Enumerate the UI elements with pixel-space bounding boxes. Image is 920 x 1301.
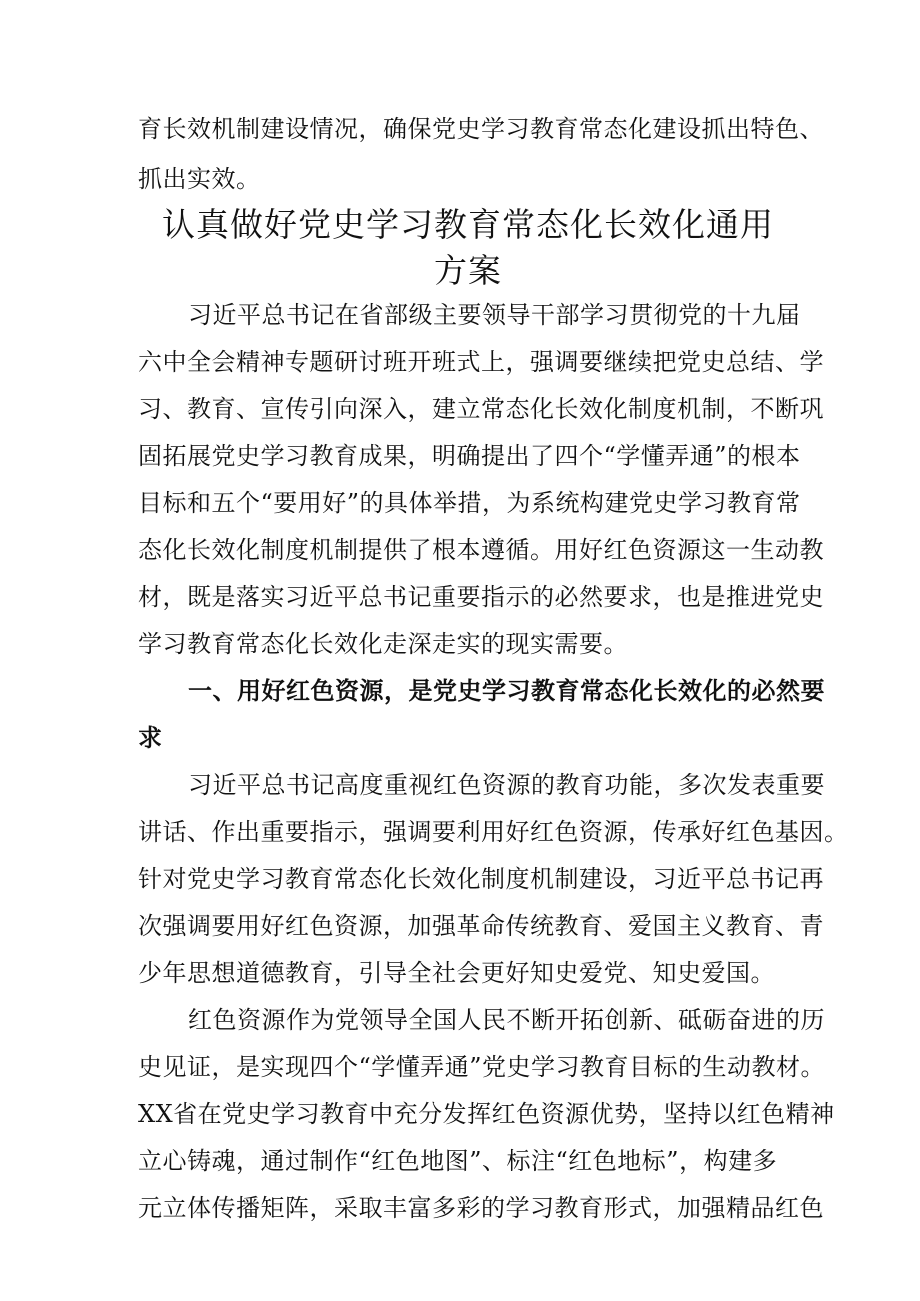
section-heading-line: 求	[138, 723, 163, 752]
paragraph-line: 红色资源作为党领导全国人民不断开拓创新、砥砺奋进的历	[188, 1006, 825, 1034]
paragraph-line: 六中全会精神专题研讨班开班式上，强调要继续把党史总结、学	[138, 348, 824, 376]
paragraph-line: 少年思想道德教育，引导全社会更好知史爱党、知史爱国。	[138, 959, 775, 987]
paragraph-line: 材，既是落实习近平总书记重要指示的必然要求，也是推进党史	[138, 583, 824, 611]
paragraph-line: 固拓展党史学习教育成果，明确提出了四个“学懂弄通”的根本	[138, 442, 801, 470]
paragraph-line: 史见证，是实现四个“学懂弄通”党史学习教育目标的生动教材。	[138, 1053, 826, 1081]
paragraph-line: 习近平总书记高度重视红色资源的教育功能，多次发表重要	[188, 771, 825, 799]
paragraph-line: 习、教育、宣传引向深入，建立常态化长效化制度机制，不断巩	[138, 395, 824, 423]
paragraph-line: 态化长效化制度机制提供了根本遵循。用好红色资源这一生动教	[138, 536, 824, 564]
paragraph-line: 目标和五个“要用好”的具体举措，为系统构建党史学习教育常	[138, 489, 801, 517]
paragraph-line: 元立体传播矩阵，采取丰富多彩的学习教育形式，加强精品红色	[138, 1194, 824, 1222]
continuation-line: 抓出实效。	[138, 165, 261, 193]
section-heading-line: 一、用好红色资源，是党史学习教育常态化长效化的必然要	[188, 676, 825, 705]
paragraph-line: XX省在党史学习教育中充分发挥红色资源优势，坚持以红色精神	[138, 1100, 835, 1128]
paragraph-line: 次强调要用好红色资源，加强革命传统教育、爱国主义教育、青	[138, 912, 824, 940]
document-title-line: 方案	[434, 251, 502, 290]
paragraph-line: 学习教育常态化长效化走深走实的现实需要。	[138, 630, 628, 658]
paragraph-line: 针对党史学习教育常态化长效化制度机制建设，习近平总书记再	[138, 865, 824, 893]
paragraph-line: 习近平总书记在省部级主要领导干部学习贯彻党的十九届	[188, 301, 801, 329]
continuation-line: 育长效机制建设情况，确保党史学习教育常态化建设抓出特色、	[138, 115, 824, 143]
paragraph-line: 立心铸魂，通过制作“红色地图”、标注“红色地标”，构建多	[138, 1147, 778, 1175]
document-title-line: 认真做好党史学习教育常态化长效化通用	[162, 205, 774, 244]
paragraph-line: 讲话、作出重要指示，强调要利用好红色资源，传承好红色基因。	[138, 818, 849, 846]
